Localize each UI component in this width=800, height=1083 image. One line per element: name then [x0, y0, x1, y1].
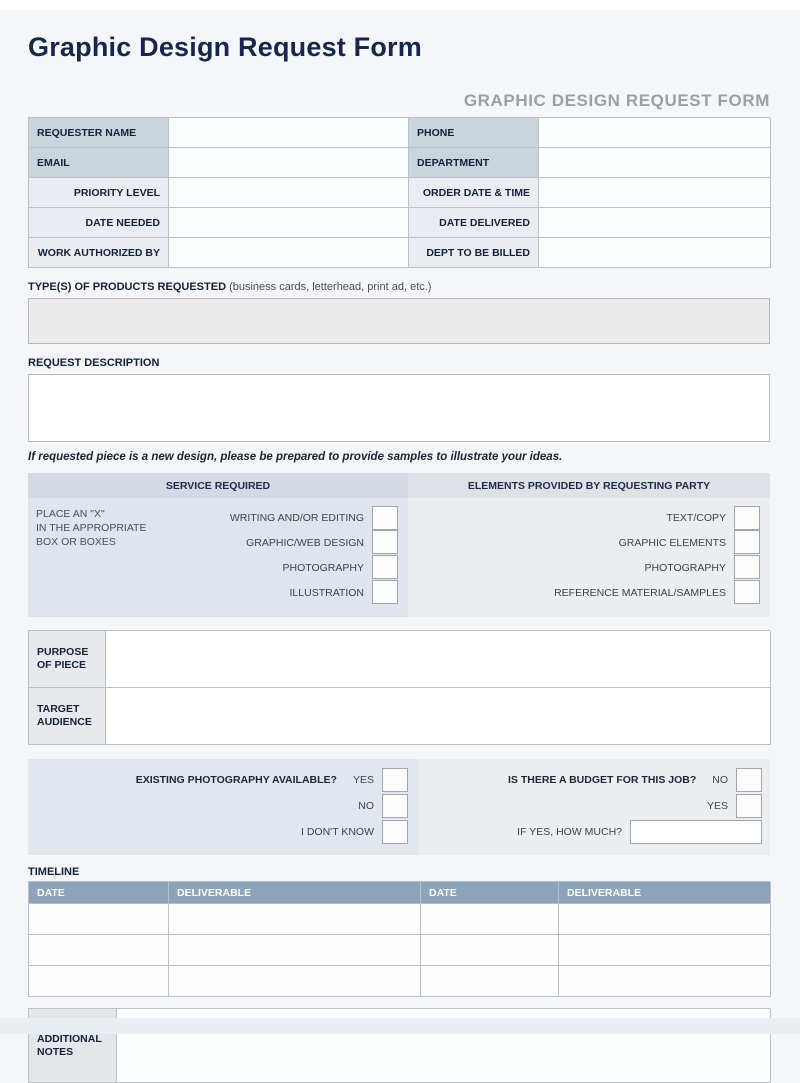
timeline-cell[interactable]	[29, 966, 169, 997]
additional-notes-label: ADDITIONAL NOTES	[29, 1009, 117, 1083]
contact-info-table	[28, 117, 770, 268]
service-row	[176, 505, 398, 530]
budget-question: IS THERE A BUDGET FOR THIS JOB?	[508, 774, 696, 786]
phone-field[interactable]	[539, 118, 771, 148]
budget-yes-checkbox[interactable]	[736, 794, 762, 818]
timeline-cell[interactable]	[29, 935, 169, 966]
photography-element-label: PHOTOGRAPHY	[416, 562, 734, 574]
photography-service-checkbox[interactable]	[372, 555, 398, 579]
timeline-section-label: TIMELINE	[28, 866, 770, 878]
samples-note: If requested piece is a new design, please be prepared to provide samples to illustrate your ideas.	[28, 451, 770, 463]
purpose-of-piece-field[interactable]	[106, 631, 771, 688]
request-description-label: REQUEST DESCRIPTION	[28, 357, 770, 369]
photo-budget-section	[28, 759, 770, 855]
date-needed-label: DATE NEEDED	[29, 208, 169, 238]
timeline-cell[interactable]	[169, 904, 421, 935]
products-requested-hint: (business cards, letterhead, print ad, etc.)	[229, 281, 431, 293]
budget-no-label: NO	[712, 774, 728, 786]
products-requested-label-text: TYPE(S) OF PRODUCTS REQUESTED	[28, 281, 226, 293]
graphic-web-design-label: GRAPHIC/WEB DESIGN	[176, 537, 372, 549]
phone-label: PHONE	[409, 118, 539, 148]
how-much-field[interactable]	[630, 820, 762, 844]
element-row	[416, 580, 760, 605]
instruction-line-1: PLACE AN "X"	[36, 507, 176, 521]
photo-no-checkbox[interactable]	[382, 794, 408, 818]
illustration-checkbox[interactable]	[372, 580, 398, 604]
timeline-table	[28, 881, 770, 997]
timeline-cell[interactable]	[559, 904, 771, 935]
element-row	[416, 555, 760, 580]
elements-provided-panel	[408, 473, 770, 617]
email-field[interactable]	[169, 148, 409, 178]
service-required-panel	[28, 473, 408, 617]
timeline-cell[interactable]	[169, 935, 421, 966]
date-delivered-label: DATE DELIVERED	[409, 208, 539, 238]
service-row	[176, 555, 398, 580]
services-section	[28, 473, 770, 617]
purpose-target-table	[28, 630, 770, 745]
elements-provided-header: ELEMENTS PROVIDED BY REQUESTING PARTY	[408, 473, 770, 498]
work-authorized-by-field[interactable]	[169, 238, 409, 268]
budget-panel	[418, 759, 770, 855]
timeline-header-deliverable-2: DELIVERABLE	[559, 882, 771, 904]
target-audience-field[interactable]	[106, 688, 771, 745]
work-authorized-by-label: WORK AUTHORIZED BY	[29, 238, 169, 268]
photo-dont-know-checkbox[interactable]	[382, 820, 408, 844]
purpose-of-piece-label: PURPOSE OF PIECE	[29, 631, 106, 688]
date-delivered-field[interactable]	[539, 208, 771, 238]
request-description-field[interactable]	[28, 374, 770, 442]
page-top-margin	[0, 0, 800, 10]
place-x-instruction	[36, 505, 176, 605]
existing-photography-question: EXISTING PHOTOGRAPHY AVAILABLE?	[136, 774, 337, 786]
writing-editing-checkbox[interactable]	[372, 506, 398, 530]
text-copy-checkbox[interactable]	[734, 506, 760, 530]
timeline-cell[interactable]	[421, 966, 559, 997]
budget-no-checkbox[interactable]	[736, 768, 762, 792]
service-row	[176, 530, 398, 555]
products-requested-label	[28, 281, 770, 293]
timeline-cell[interactable]	[421, 904, 559, 935]
service-required-header: SERVICE REQUIRED	[28, 473, 408, 498]
dept-to-be-billed-label: DEPT TO BE BILLED	[409, 238, 539, 268]
photo-dont-know-label: I DON'T KNOW	[301, 826, 374, 838]
form-subtitle: GRAPHIC DESIGN REQUEST FORM	[28, 91, 770, 111]
timeline-header-deliverable-1: DELIVERABLE	[169, 882, 421, 904]
instruction-line-2: IN THE APPROPRIATE	[36, 521, 176, 535]
products-requested-field[interactable]	[28, 298, 770, 344]
timeline-cell[interactable]	[559, 935, 771, 966]
timeline-header-date-2: DATE	[421, 882, 559, 904]
service-row	[176, 580, 398, 605]
graphic-web-design-checkbox[interactable]	[372, 530, 398, 554]
order-date-time-label: ORDER DATE & TIME	[409, 178, 539, 208]
order-date-time-field[interactable]	[539, 178, 771, 208]
dept-to-be-billed-field[interactable]	[539, 238, 771, 268]
illustration-label: ILLUSTRATION	[176, 587, 372, 599]
reference-material-checkbox[interactable]	[734, 580, 760, 604]
requester-name-field[interactable]	[169, 118, 409, 148]
date-needed-field[interactable]	[169, 208, 409, 238]
reference-material-label: REFERENCE MATERIAL/SAMPLES	[416, 587, 734, 599]
form-page	[0, 32, 800, 1083]
element-row	[416, 505, 760, 530]
priority-level-label: PRIORITY LEVEL	[29, 178, 169, 208]
photo-yes-label: YES	[353, 774, 374, 786]
timeline-cell[interactable]	[559, 966, 771, 997]
timeline-cell[interactable]	[29, 904, 169, 935]
photo-no-label: NO	[358, 800, 374, 812]
timeline-cell[interactable]	[421, 935, 559, 966]
budget-yes-label: YES	[707, 800, 728, 812]
writing-editing-label: WRITING AND/OR EDITING	[176, 512, 372, 524]
page-title: Graphic Design Request Form	[28, 32, 770, 63]
target-audience-label: TARGET AUDIENCE	[29, 688, 106, 745]
graphic-elements-label: GRAPHIC ELEMENTS	[416, 537, 734, 549]
requester-name-label: REQUESTER NAME	[29, 118, 169, 148]
department-label: DEPARTMENT	[409, 148, 539, 178]
photography-service-label: PHOTOGRAPHY	[176, 562, 372, 574]
timeline-cell[interactable]	[169, 966, 421, 997]
photo-yes-checkbox[interactable]	[382, 768, 408, 792]
photography-element-checkbox[interactable]	[734, 555, 760, 579]
instruction-line-3: BOX OR BOXES	[36, 535, 176, 549]
page-bottom-margin	[0, 1018, 800, 1034]
timeline-header-date-1: DATE	[29, 882, 169, 904]
graphic-elements-checkbox[interactable]	[734, 530, 760, 554]
how-much-label: IF YES, HOW MUCH?	[517, 826, 622, 838]
element-row	[416, 530, 760, 555]
priority-level-field[interactable]	[169, 178, 409, 208]
existing-photography-panel	[28, 759, 418, 855]
department-field[interactable]	[539, 148, 771, 178]
email-label: EMAIL	[29, 148, 169, 178]
text-copy-label: TEXT/COPY	[416, 512, 734, 524]
